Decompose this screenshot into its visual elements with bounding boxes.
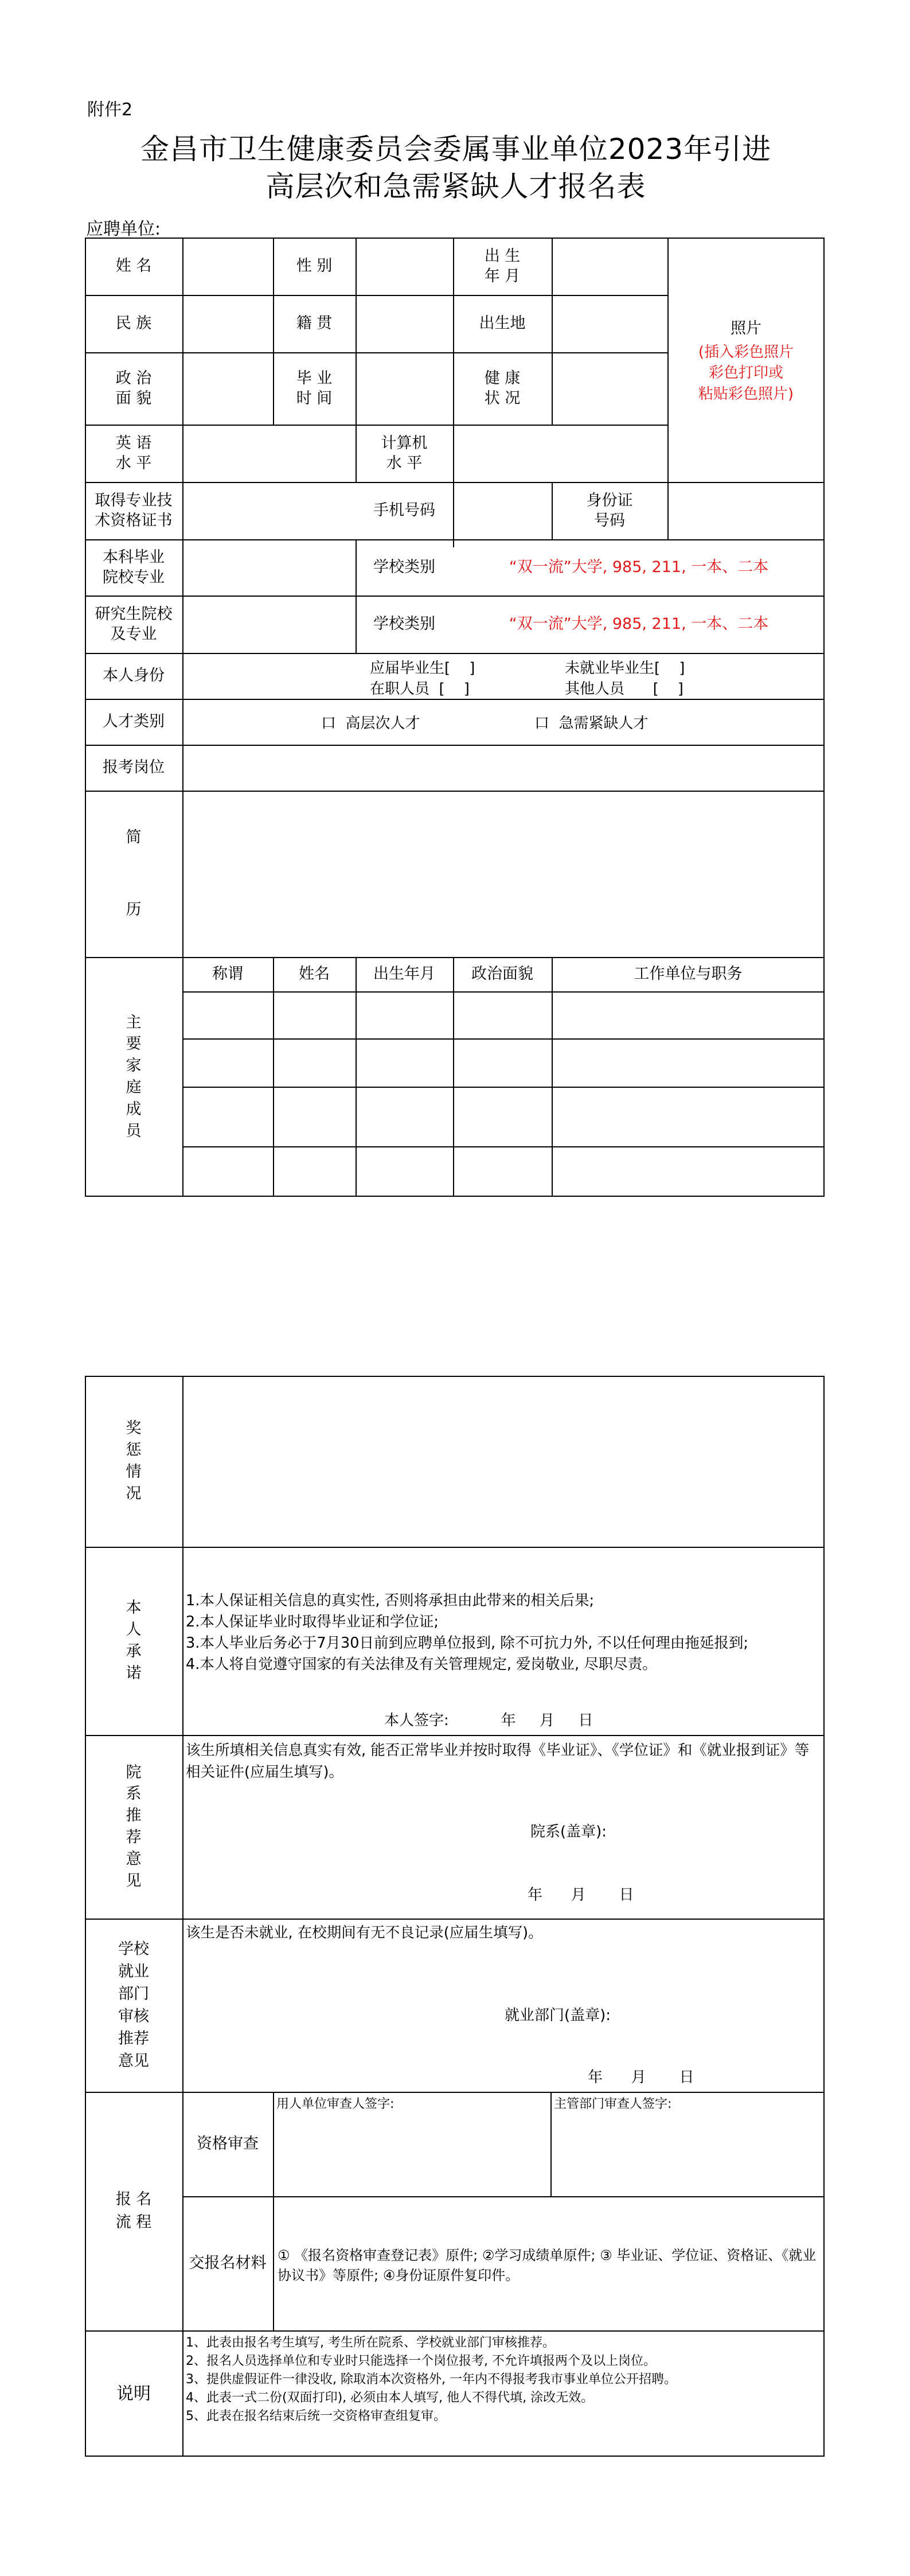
label-ethnicity: 民 族 xyxy=(115,314,152,333)
commitment-item: 2.本人保证毕业时取得毕业证和学位证; xyxy=(186,1613,439,1631)
applied-unit-label: 应聘单位: xyxy=(86,219,161,239)
birth-date-field[interactable] xyxy=(552,238,667,295)
label-family: 主 要 家 庭 成 员 xyxy=(126,1013,142,1140)
photo-title: 照片 xyxy=(731,319,761,337)
label-commitment: 本 人 承 诺 xyxy=(126,1599,142,1682)
english-field[interactable] xyxy=(182,425,356,482)
label-notes: 说明 xyxy=(116,2383,151,2404)
idcard-field[interactable] xyxy=(667,482,825,539)
family-row[interactable] xyxy=(182,1038,825,1087)
notes-item: 4、此表一式二份(双面打印), 必须由本人填写, 他人不得代填, 涂改无效。 xyxy=(186,2390,594,2405)
grad-time-field[interactable] xyxy=(356,352,453,425)
health-field[interactable] xyxy=(552,352,667,425)
family-row[interactable] xyxy=(182,1146,825,1197)
label-employment-opinion: 学校 就业 部门 审核 推荐 意见 xyxy=(118,1940,149,2071)
label-school-type-2: 学校类别 xyxy=(373,615,435,633)
label-phone: 手机号码 xyxy=(373,501,435,520)
computer-field[interactable] xyxy=(453,425,667,482)
label-cert: 取得专业技 术资格证书 xyxy=(95,491,173,530)
family-row[interactable] xyxy=(182,991,825,1038)
notes-item: 1、此表由报名考生填写, 考生所在院系、学校就业部门审核推荐。 xyxy=(186,2336,555,2350)
label-undergrad: 本科毕业 院校专业 xyxy=(103,548,165,586)
commitment-text xyxy=(186,1590,819,1675)
postgrad-field[interactable] xyxy=(182,596,356,653)
employment-seal[interactable]: 就业部门(盖章): xyxy=(505,2007,611,2024)
resume-field[interactable] xyxy=(182,791,825,957)
commitment-item: 1.本人保证相关信息的真实性, 否则将承担由此带来的相关后果; xyxy=(186,1592,595,1609)
family-header-politics: 政治面貌 xyxy=(471,965,533,983)
label-english: 英 语 水 平 xyxy=(115,434,152,472)
commitment-item: 3.本人毕业后务必于7月30日前到应聘单位报到, 除不可抗力外, 不以任何理由拖延报到; xyxy=(186,1634,749,1652)
school-type-hint-2[interactable]: “双一流”大学, 985, 211, 一本、二本 xyxy=(509,615,769,633)
commitment-signature[interactable]: 本人签字: 年 月 日 xyxy=(384,1712,593,1729)
position-field[interactable] xyxy=(182,745,825,791)
gender-field[interactable] xyxy=(356,238,453,295)
option-urgent-talent[interactable]: 口 急需紧缺人才 xyxy=(534,715,649,732)
label-qualification: 资格审查 xyxy=(197,2135,259,2153)
dept-opinion-text: 该生所填相关信息真实有效, 能否正常毕业并按时取得《毕业证》、《学位证》和《就业报到证》等相关证件(应届生填写)。 xyxy=(186,1742,810,1781)
label-politics: 政 治 面 貌 xyxy=(115,369,152,407)
notes-text xyxy=(186,2334,819,2425)
phone-field[interactable] xyxy=(453,482,552,539)
notes-item: 3、提供虚假证件一律没收, 除取消本次资格外, 一年内不得报考我市事业单位公开招聘。 xyxy=(186,2372,677,2387)
family-header-name: 姓名 xyxy=(299,965,330,983)
cert-field[interactable] xyxy=(182,482,356,539)
label-school-type-1: 学校类别 xyxy=(373,558,435,577)
label-name: 姓 名 xyxy=(115,257,152,275)
label-birth-date: 出 生 年 月 xyxy=(484,247,521,285)
label-birthplace: 出生地 xyxy=(479,314,526,333)
birthplace-field[interactable] xyxy=(552,295,667,352)
family-header-work: 工作单位与职务 xyxy=(634,965,743,983)
label-idcard: 身份证 号码 xyxy=(586,491,633,530)
label-health: 健 康 状 况 xyxy=(484,369,521,407)
family-header-birth: 出生年月 xyxy=(373,965,435,983)
employment-opinion-text: 该生是否未就业, 在校期间有无不良记录(应届生填写)。 xyxy=(186,1924,543,1941)
attachment-number: 附件2 xyxy=(87,100,133,120)
label-gender: 性 别 xyxy=(296,257,333,275)
family-header-relation: 称谓 xyxy=(212,965,243,983)
option-fresh-graduate[interactable]: 应届毕业生[ ] xyxy=(370,660,475,677)
family-row[interactable] xyxy=(182,1087,825,1146)
label-identity: 本人身份 xyxy=(103,667,165,685)
politics-field[interactable] xyxy=(182,352,273,425)
origin-field[interactable] xyxy=(356,295,453,352)
label-origin: 籍 贯 xyxy=(296,314,333,333)
label-resume: 简 历 xyxy=(126,828,142,919)
notes-item: 5、此表在报名结束后统一交资格审查组复审。 xyxy=(186,2408,446,2423)
option-employed[interactable]: 在职人员 [ ] xyxy=(370,680,470,698)
form-title-line1: 金昌市卫生健康委员会委属事业单位2023年引进 xyxy=(140,133,772,166)
ethnicity-field[interactable] xyxy=(182,295,273,352)
school-type-hint-1[interactable]: “双一流”大学, 985, 211, 一本、二本 xyxy=(509,558,769,577)
label-awards: 奖 惩 情 况 xyxy=(126,1419,142,1503)
commitment-item: 4.本人将自觉遵守国家的有关法律及有关管理规定, 爱岗敬业, 尽职尽责。 xyxy=(186,1655,657,1673)
label-talent-type: 人才类别 xyxy=(103,713,165,731)
name-field[interactable] xyxy=(182,238,273,295)
label-position: 报考岗位 xyxy=(103,758,165,777)
materials-text: ① 《报名资格审查登记表》原件; ②学习成绩单原件; ③ 毕业证、学位证、资格证、《就业协议书》等原件; ④身份证原件复印件。 xyxy=(278,2247,817,2283)
authority-sign[interactable]: 主管部门审查人签字: xyxy=(554,2097,672,2111)
photo-hint: (插入彩色照片 彩色打印或 粘贴彩色照片) xyxy=(698,344,794,403)
label-dept-opinion: 院 系 推 荐 意 见 xyxy=(126,1763,142,1890)
form-title-line2: 高层次和急需紧缺人才报名表 xyxy=(265,170,646,203)
photo-box[interactable] xyxy=(667,238,825,482)
dept-date[interactable]: 年 月 日 xyxy=(528,1886,634,1904)
option-other[interactable]: 其他人员 [ ] xyxy=(565,680,684,698)
option-unemployed-graduate[interactable]: 未就业毕业生[ ] xyxy=(565,660,685,677)
awards-field[interactable] xyxy=(182,1376,825,1547)
employer-sign[interactable]: 用人单位审查人签字: xyxy=(276,2097,395,2111)
employment-date[interactable]: 年 月 日 xyxy=(588,2069,694,2086)
label-computer: 计算机 水 平 xyxy=(381,434,428,472)
dept-seal[interactable]: 院系(盖章): xyxy=(530,1823,607,1840)
notes-item: 2、报名人员选择单位和专业时只能选择一个岗位报考, 不允许填报两个及以上岗位。 xyxy=(186,2353,656,2368)
label-grad-time: 毕 业 时 间 xyxy=(296,369,333,407)
label-process: 报 名 流 程 xyxy=(115,2190,152,2231)
option-high-level-talent[interactable]: 口 高层次人才 xyxy=(321,715,420,732)
undergrad-field[interactable] xyxy=(182,539,356,596)
label-postgrad: 研究生院校 及专业 xyxy=(95,605,173,643)
label-materials: 交报名材料 xyxy=(189,2254,267,2273)
